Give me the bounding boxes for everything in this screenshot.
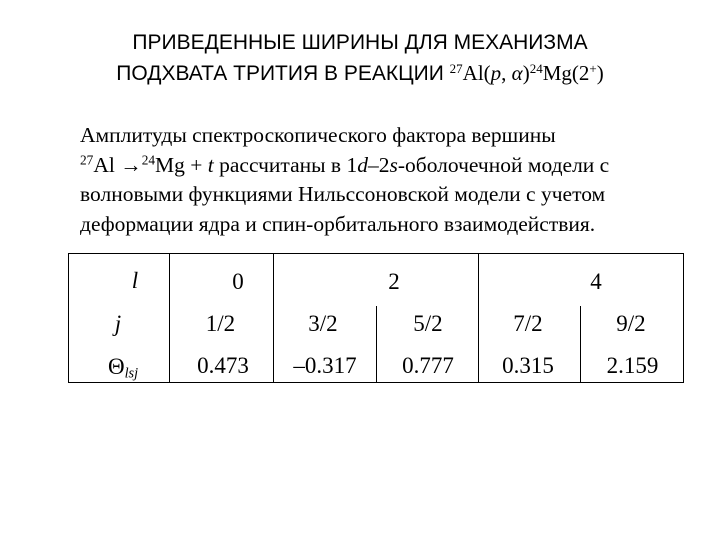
arrow-icon: →	[120, 152, 142, 177]
paragraph-text-a: рассчитаны в 1	[213, 152, 358, 177]
residual-parity: +	[589, 60, 597, 76]
table-divider-l2	[478, 253, 479, 383]
l-value-2: 2	[388, 269, 400, 294]
l-value-0: 0	[232, 269, 244, 294]
theta-value-2: –0.317	[293, 353, 357, 378]
theta-value-4: 0.315	[502, 353, 554, 378]
theta-value-3: 0.777	[402, 353, 454, 378]
mass-number-al: 27	[80, 152, 94, 168]
paragraph-text-b: –2	[367, 152, 390, 177]
j-value-9-2: 9/2	[616, 311, 646, 336]
table-divider-l2-j	[376, 306, 377, 383]
table-divider-l4-j	[580, 306, 581, 383]
l-value-4: 4	[590, 269, 602, 294]
title-line-2-text: ПОДХВАТА ТРИТИЯ В РЕАКЦИИ	[116, 62, 450, 85]
j-value-1-2: 1/2	[205, 311, 236, 336]
row-l-label: l	[131, 268, 139, 293]
reaction-formula	[450, 61, 604, 85]
table-border-right	[683, 253, 684, 383]
row-theta-label	[88, 354, 158, 380]
theta-value-1: 0.473	[197, 353, 249, 378]
target-nucleus: Al(	[462, 61, 491, 85]
amplitude-table	[68, 253, 684, 383]
title-line-1: ПРИВЕДЕННЫЕ ШИРИНЫ ДЛЯ МЕХАНИЗМА	[132, 31, 588, 54]
shell-s: s	[389, 152, 398, 177]
table-divider-l0	[273, 253, 274, 383]
paragraph-text-c: -оболочечной модели с	[397, 152, 610, 177]
paragraph-line-2	[80, 151, 700, 181]
theta-value-5: 2.159	[606, 353, 659, 378]
paragraph-line-1: Амплитуды спектроскопического фактора вершины	[80, 123, 556, 147]
reaction-separator: ,	[501, 61, 512, 85]
projectile: p	[490, 61, 502, 85]
slide-title	[0, 28, 720, 89]
paragraph-line-4: деформации ядра и спин-орбитального взаимодействия.	[80, 211, 596, 236]
row-j-label: j	[114, 311, 122, 336]
reaction-end: )	[596, 61, 604, 85]
ejectile: α	[511, 61, 523, 85]
table-border-left	[68, 253, 69, 383]
j-value-3-2: 3/2	[308, 311, 338, 336]
description-paragraph	[80, 121, 700, 239]
residual-mass: 24	[529, 60, 543, 76]
mass-number-mg: 24	[141, 152, 156, 168]
shell-d: d	[357, 152, 368, 177]
reaction-close: )	[522, 61, 530, 85]
target-mass: 27	[449, 60, 463, 76]
nucleus-al: Al	[93, 152, 121, 177]
theta-subscript: lsj	[124, 365, 139, 382]
j-value-5-2: 5/2	[413, 311, 443, 336]
j-value-7-2: 7/2	[513, 311, 543, 336]
triton-symbol: t	[207, 152, 214, 177]
table-divider-label-col	[169, 253, 170, 383]
title-line-2	[0, 58, 720, 89]
table-border-top	[68, 253, 684, 254]
residual-nucleus: Mg(2	[542, 61, 590, 85]
paragraph-line-3: волновыми функциями Нильссоновской модели с учетом	[80, 182, 606, 206]
theta-symbol: Θ	[107, 354, 125, 379]
nucleus-mg: Mg +	[155, 152, 208, 177]
